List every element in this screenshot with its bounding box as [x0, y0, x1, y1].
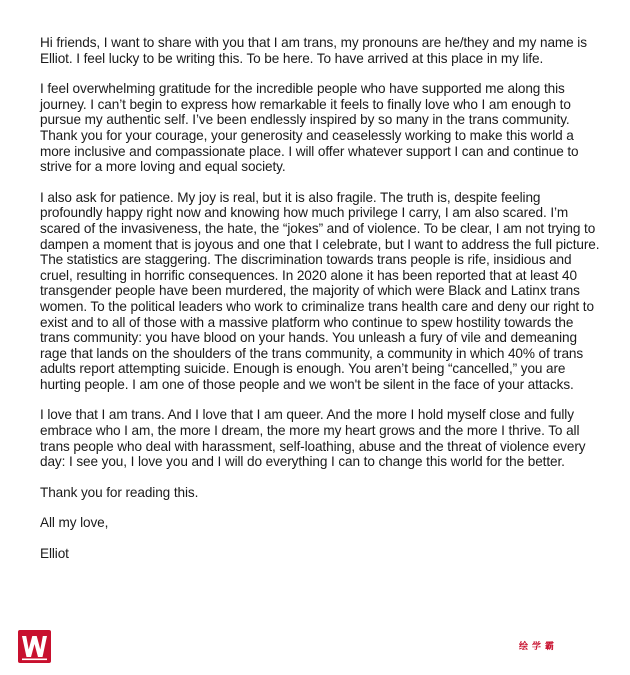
paragraph-5: Thank you for reading this. [40, 484, 199, 500]
closing: All my love, [40, 515, 109, 531]
paragraph-3: I also ask for patience. My joy is real, but it is also fragile. The truth is, despite feeling profoundly happy right now and knowing how much privilege I carry, I am also scared. I’m scared of the invasiveness, the hate, the “jokes” and of violence. To be clear, I am not trying to dampen a moment that is joyous and one that I celebrate, but I want to address the full picture. The statistics are staggering. The discrimination towards trans people is rife, insidious and cruel, resulting in horrific consequences. In 2020 alone it has been reported that at least 40 transgender people have been murdered, the majority of which were Black and Latinx trans women. To the political leaders who work to criminalize trans health care and deny our right to exist and to all of those with a massive platform who continue to spew hostility towards the trans community: you have blood on your hands. You unleash a fury of vile and demeaning rage that lands on the shoulders of the trans community, a community in which 40% of trans adults report attempting suicide. Enough is enough. You aren’t being “cancelled,” you are hurting people. I am one of those people and we won't be silent in the face of your attacks. [40, 189, 600, 392]
watermark-text: 绘学霸 [519, 642, 559, 652]
paragraph-1: Hi friends, I want to share with you that I am trans, my pronouns are he/they and my name is Elliot. I feel lucky to be writing this. To be here. To have arrived at this place in my life. [40, 35, 587, 66]
paragraph-4: I love that I am trans. And I love that I am queer. And the more I hold myself close and fully embrace who I am, the more I dream, the more my heart grows and the more I thrive. To all trans people who deal with harassment, self-loathing, abuse and the threat of violence every day: I see you, I love you and I will do everything I can to change this world for the better. [40, 407, 586, 470]
signature: Elliot [40, 546, 69, 562]
w-logo-icon [18, 630, 51, 663]
paragraph-2: I feel overwhelming gratitude for the incredible people who have supported me along this journey. I can’t begin to express how remarkable it feels to finally love who I am enough to pursue my authentic self. I’ve been endlessly inspired by so many in the trans community. Thank you for your courage, your generosity and ceaselessly working to make this world a more inclusive and compassionate place. I will offer whatever support I can and continue to strive for a more loving and equal society. [40, 81, 579, 175]
letter-body [40, 35, 600, 577]
